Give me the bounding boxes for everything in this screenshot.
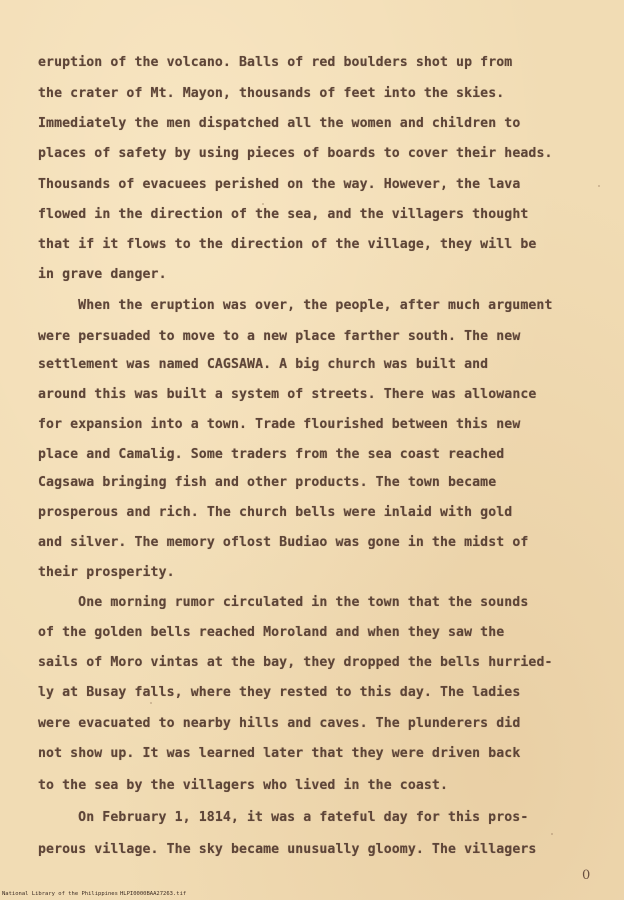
text-line: Cagsawa bringing fish and other products. The town became — [38, 475, 497, 490]
footer-file-id: HLPI0000BAA27263.tif — [120, 891, 187, 897]
paragraph-start-line: One morning rumor circulated in the town that the sounds — [46, 595, 529, 610]
scan-footer — [0, 891, 624, 900]
text-line: Immediately the men dispatched all the women and children to — [38, 116, 521, 131]
paper-speck — [551, 833, 553, 835]
text-line: the crater of Mt. Mayon, thousands of feet into the skies. — [38, 86, 505, 101]
text-line: perous village. The sky became unusually gloomy. The villagers — [38, 842, 537, 857]
text-line: were evacuated to nearby hills and caves. The plunderers did — [38, 716, 521, 731]
paragraph-start-line: When the eruption was over, the people, after much argument — [46, 298, 553, 313]
text-line: not show up. It was learned later that they were driven back — [38, 746, 521, 761]
text-line: place and Camalig. Some traders from the sea coast reached — [38, 447, 505, 462]
paper-speck — [150, 702, 152, 704]
text-line: to the sea by the villagers who lived in the coast. — [38, 778, 449, 793]
text-line: eruption of the volcano. Balls of red boulders shot up from — [38, 55, 513, 70]
text-line: places of safety by using pieces of boards to cover their heads. — [38, 146, 553, 161]
paper-speck — [598, 185, 600, 187]
text-line: settlement was named CAGSAWA. A big church was built and — [38, 357, 489, 372]
text-line: prosperous and rich. The church bells were inlaid with gold — [38, 505, 513, 520]
text-line: were persuaded to move to a new place farther south. The new — [38, 329, 521, 344]
text-line: that if it flows to the direction of the village, they will be — [38, 237, 537, 252]
page-number-mark: 0 — [582, 868, 591, 883]
footer-library-name: National Library of the Philippines — [2, 891, 118, 897]
paragraph-start-line: On February 1, 1814, it was a fateful day for this pros- — [46, 810, 529, 825]
paper-speck — [262, 203, 264, 205]
text-line: their prosperity. — [38, 565, 175, 580]
text-line: Thousands of evacuees perished on the way. However, the lava — [38, 177, 521, 192]
text-line: of the golden bells reached Moroland and when they saw the — [38, 625, 505, 640]
text-line: and silver. The memory oflost Budiao was gone in the midst of — [38, 535, 529, 550]
text-line: in grave danger. — [38, 267, 167, 282]
text-line: around this was built a system of streets. There was allowance — [38, 387, 537, 402]
text-line: flowed in the direction of the sea, and the villagers thought — [38, 207, 529, 222]
text-line: for expansion into a town. Trade flourished between this new — [38, 417, 521, 432]
text-line: sails of Moro vintas at the bay, they dropped the bells hurried- — [38, 655, 553, 670]
text-line: ly at Busay falls, where they rested to this day. The ladies — [38, 685, 521, 700]
